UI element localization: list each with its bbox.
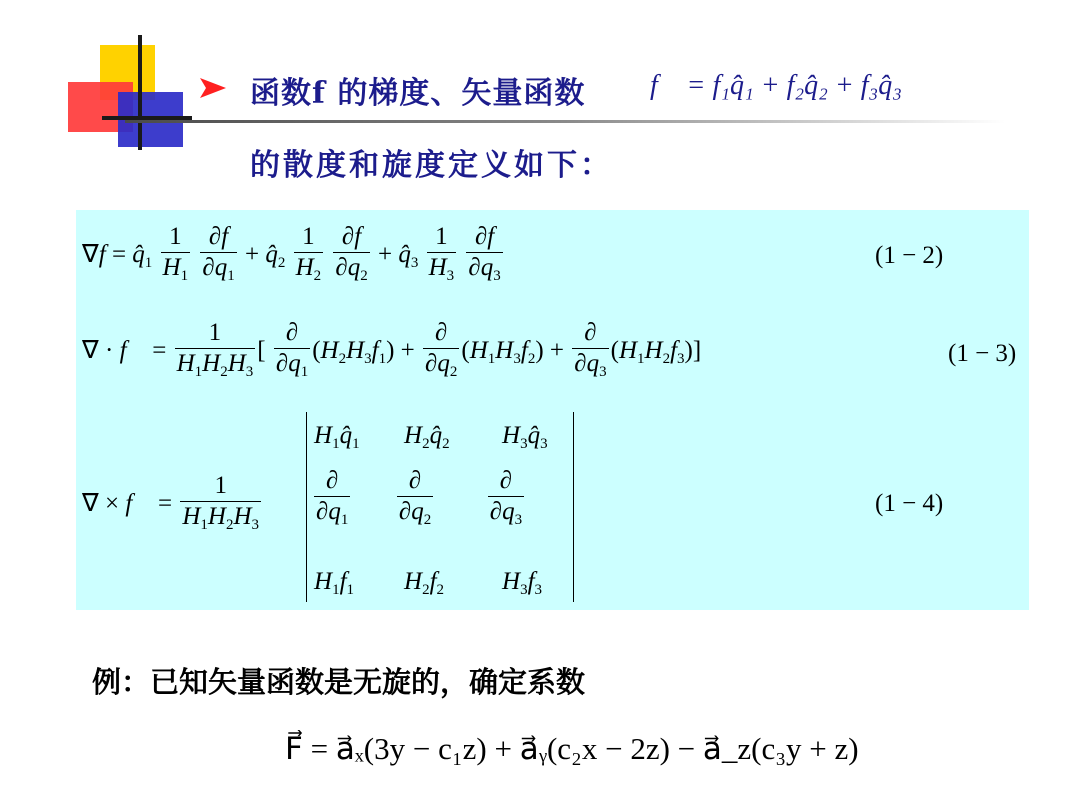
equation-number-1-3: (1 − 3): [948, 340, 1017, 367]
matrix-cell-1-3: $H_3q̂_3$: [502, 422, 548, 452]
matrix-cell-3-2: $H_2f_2$: [404, 568, 445, 598]
matrix-cell-1-1: $H_1q̂_1$: [314, 422, 360, 452]
equation-number-1-4: (1 − 4): [875, 490, 944, 517]
matrix-cell-3-3: $H_3f_3$: [502, 568, 543, 598]
matrix-cell-3-1: $H_1f_1$: [314, 568, 355, 598]
example-text: 例：已知矢量函数是无旋的，确定系数: [92, 665, 586, 699]
squares-decoration: [60, 30, 220, 160]
equation-number-1-2: (1 − 2): [875, 242, 944, 269]
arrow-bullet-icon: [198, 76, 228, 100]
gradient-equation: $\nabla f = q̂_1$ $\frac{1}{H_1}$ $\frac{\partial f}{\partial q_1}$ + $q̂_2$ $\frac{1}{H_2}$ $\frac{\partial f}{\partial q_2}$ + $q̂_3$ $\frac{1}{H_3}$ $\frac{\partial f}{\partial q_3}$: [82, 223, 501, 284]
matrix-row-2: $\frac{\partial}{\partial q_1}$ $\frac{\partial}{\partial q_2}$ $\frac{\partial}{\partial q_3}$: [316, 467, 523, 528]
curl-equation-lhs: ∇ × f⃗ = $\frac{1}{H_1H_2H_3}$: [82, 472, 260, 533]
example-formula: F⃗ = a⃗ₓ(3y − c₁z) + a⃗ᵧ(c₂x − 2z) − a⃗_z(c₃y + z): [285, 731, 859, 766]
title-line-2: 的散度和旋度定义如下：: [250, 148, 613, 183]
divergence-equation: ∇ · f⃗ = $\frac{1}{H_1H_2H_3}$ [ $\frac{\partial}{\partial q_1}$ $(H_2H_3f_1)$ + $\frac{\partial}{\partial q_2}$ $(H_1H_3f_2)$ + $\frac{\partial}{\partial q_3}$ $(H_1H_2f_3)$]: [82, 319, 702, 380]
title-line-1: 函数f 的梯度、矢量函数: [250, 76, 586, 111]
title-underline: [125, 120, 1005, 123]
title-formula: f⃗ = f₁q̂₁ + f₂q̂₂ + f₃q̂₃: [650, 70, 902, 101]
matrix-cell-1-2: $H_2q̂_2$: [404, 422, 450, 452]
